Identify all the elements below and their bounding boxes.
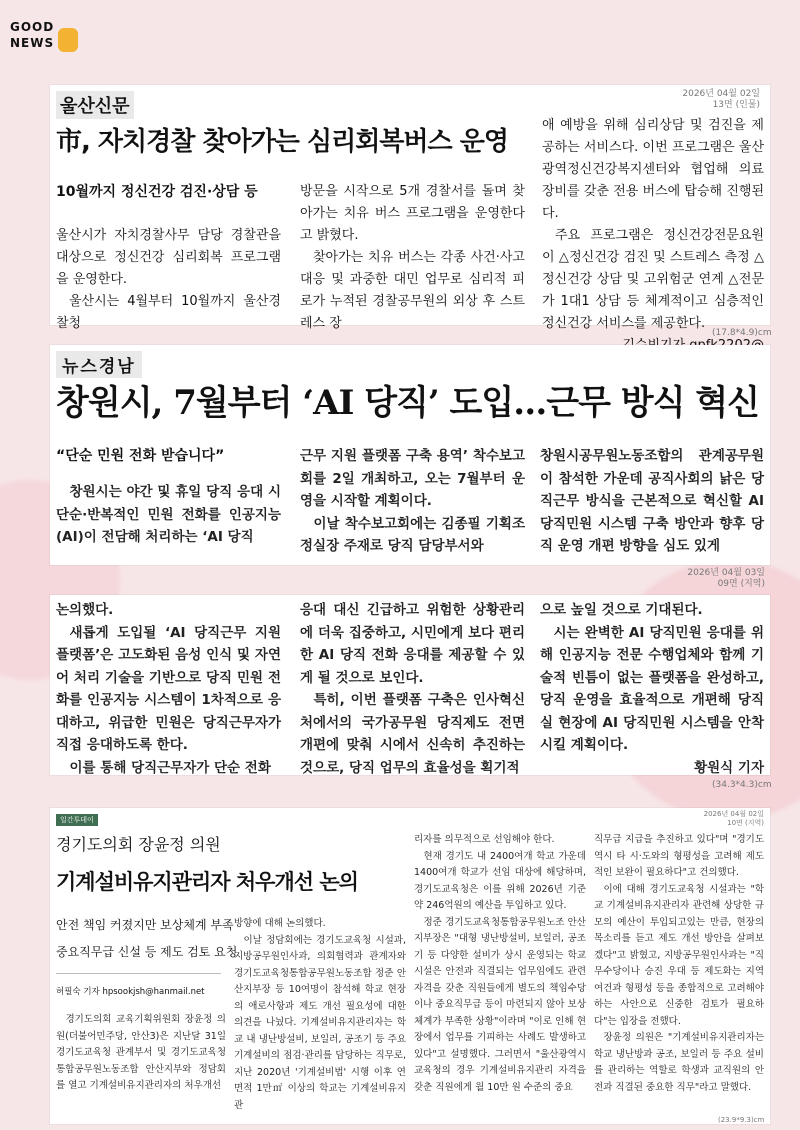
article-reporter: 허필숙 기자 hpsookjsh@hanmail.net xyxy=(56,987,205,997)
paragraph: 주요 프로그램은 정신건강전문요원이 △정신건강 검진 및 스트레스 측정 △정신건강 상담 및 고위험군 연계 △전문가 1대1 상담 등 체계적이고 심층적인 정신건강 서비스를 제공한다. xyxy=(542,228,764,331)
paragraph: 방문을 시작으로 5개 경찰서를 돌며 찾아가는 치유 버스 프로그램을 운영한다고 밝혔다. xyxy=(300,184,525,243)
article-subheadline: “단순 민원 전화 받습니다” xyxy=(56,448,225,464)
article-page: 13면 (인물) xyxy=(712,100,760,110)
paragraph: 창원시공무원노동조합의 관계공무원이 참석한 가운데 공직사회의 낡은 당직근무 방식을 근본적으로 혁신할 AI 당직민원 시스템 구축 방안과 향후 당직 운영 개편 방향을 심도 있게 xyxy=(540,448,764,554)
article-page: 09면 (지역) xyxy=(717,579,765,589)
newspaper-name: 울산신문 xyxy=(56,91,134,119)
paragraph: 직무급 지급을 추진하고 있다"며 "경기도 역시 타 시·도와의 형평성을 고려해 제도적인 보완이 필요하다"고 건의했다. xyxy=(594,834,764,878)
paragraph: 응대 대신 긴급하고 위험한 상황관리에 더욱 집중하고, 시민에게 보다 편리한 AI 당직 전화 응대를 제공할 수 있게 될 것으로 보인다. xyxy=(300,602,525,686)
article-column-3 xyxy=(414,832,586,1096)
paragraph: 방향에 대해 논의했다. xyxy=(234,918,326,929)
paragraph: 애 예방을 위해 심리상담 및 검진을 제공하는 서비스다. 이번 프로그램은 울산광역정신건강복지센터와 협업해 의료 장비를 갖춘 전용 버스에 탑승해 진행된다. xyxy=(542,118,764,221)
newspaper-tag: 일간투데이 xyxy=(56,814,98,826)
article-column-4 xyxy=(594,832,764,1096)
paragraph: 경기도의회 교육기획위원회 장윤정 의원(더불어민주당, 안산3)은 지난달 31일 경기도교육청 관계부서 및 경기도교육청통합공무원노동조합 안산지부와 정담회를 열고 기계설비유지관리자의 처우개선 xyxy=(56,1014,226,1091)
article-headline: 창원시, 7월부터 ‘AI 당직’ 도입…근무 방식 혁신 xyxy=(56,383,759,423)
article-meta xyxy=(650,568,765,590)
article-clipping-ulsan xyxy=(50,85,770,331)
article-clipping-ilgan xyxy=(50,808,770,1124)
paragraph: 시는 완벽한 AI 당직민원 응대를 위해 인공지능 전문 수행업체와 함께 기술적 빈틈이 없는 플랫폼을 완성하고, 당직 운영을 효율적으로 개편해 당직실 현장에 AI 당직민원 시스템을 안착시킬 계획이다. xyxy=(540,624,764,753)
paragraph: 울산시는 4월부터 10월까지 울산경찰청 xyxy=(56,294,281,331)
logo-line1: GOOD xyxy=(10,20,55,34)
paragraph: 리자를 의무적으로 선임해야 한다. xyxy=(414,834,555,845)
paragraph: 근무 지원 플랫폼 구축 용역’ 착수보고회를 2일 개최하고, 오는 7월부터 운영을 시작할 계획이다. xyxy=(300,448,525,509)
article-subheadline-2: 중요직무급 신설 등 제도 검토 요청 xyxy=(56,945,238,959)
article-column-1 xyxy=(56,481,281,549)
article-column-3 xyxy=(540,599,764,779)
article-byline: 황원식 기자 xyxy=(694,759,764,776)
article-date: 2026년 04월 03일 xyxy=(687,568,765,578)
paragraph: 새롭게 도입될 ‘AI 당직근무 지원 플랫폼’은 고도화된 음성 인식 및 자연어 처리 기술을 기반으로 당직 민원 전화를 인공지능 시스템이 1차적으로 응대하고, 위급한 민원은 당직근무자가 직접 응대하도록 한다. xyxy=(56,624,281,753)
paragraph: 논의했다. xyxy=(56,602,114,618)
paragraph: 특히, 이번 플랫폼 구축은 인사혁신처에서의 국가공무원 당직제도 전면 개편에 맞춰 시에서 신속히 추진하는 것으로, 당직 업무의 효율성을 획기적 xyxy=(300,692,525,776)
article-headline: 市, 자치경찰 찾아가는 심리회복버스 운영 xyxy=(56,127,508,157)
article-date: 2026년 04월 02일 xyxy=(703,810,764,818)
logo-line2: NEWS xyxy=(10,36,55,50)
clipping-size: (23.9*9.3)cm xyxy=(718,1116,765,1124)
good-news-logo xyxy=(10,18,80,58)
article-kicker: 경기도의회 장윤정 의원 xyxy=(56,835,221,854)
article-column-2 xyxy=(300,445,525,558)
article-subheadline: 10월까지 정신건강 검진·상담 등 xyxy=(56,184,258,200)
article-column-3 xyxy=(540,445,764,558)
article-column-1 xyxy=(56,225,281,335)
article-date: 2026년 04월 02일 xyxy=(682,89,760,99)
paragraph: 이를 통해 당직근무자가 단순 전화 xyxy=(69,759,271,776)
paragraph: 찾아가는 치유 버스는 각종 사건·사고 대응 및 과중한 대민 업무로 심리적 피로가 누적된 경찰공무원의 외상 후 스트레스 장 xyxy=(300,250,525,331)
article-page: 10면 (지역) xyxy=(727,819,764,827)
article-column-2 xyxy=(300,599,525,779)
paragraph: 이날 착수보고회에는 김종필 기획조정실장 주재로 당직 담당부서와 xyxy=(300,515,525,554)
article-clipping-newsgn-continued xyxy=(50,595,770,775)
article-column-3 xyxy=(542,115,764,357)
article-clipping-newsgn xyxy=(50,345,770,565)
paragraph: 장윤정 의원은 "기계설비유지관리자는 학교 냉난방과 공조, 보일러 등 주요 설비를 관리하는 역할로 학생과 교직원의 안전과 직결된 중요한 직무"라고 말했다. xyxy=(594,1032,764,1093)
paragraph: 으로 높일 것으로 기대된다. xyxy=(540,602,703,618)
newspaper-name: 뉴스경남 xyxy=(56,351,142,378)
article-meta xyxy=(682,89,760,111)
clipping-size: (34.3*4.3)cm xyxy=(712,780,772,790)
paragraph: 울산시가 자치경찰사무 담당 경찰관을 대상으로 정신건강 심리회복 프로그램을 운영한다. xyxy=(56,228,281,287)
paragraph: 이날 정담회에는 경기도교육청 시설과, 지방공무원인사과, 의회협력과 관계자와 경기도교육청통합공무원노동조합 정준 안산지부장 등 10여명이 참석해 학교 현장의 애로사항과 제도 개선 필요성에 대한 의견을 나눴다. 기계설비유지관리자는 학교 내 냉난방설비, 보일러, 공조기 등 주요 기계설비의 점검·관리를 담당하는 직무로, 지난 2020년 '기계설비법' 시행 이후 연면적 1만㎡ 이상의 학교는 기계설비유지관 xyxy=(234,934,406,1111)
article-column-2 xyxy=(234,916,406,1114)
article-column-1 xyxy=(56,599,281,779)
article-subheadline-1: 안전 책임 커졌지만 보상체계 부족 xyxy=(56,918,234,932)
paragraph: 창원시는 야간 및 휴일 당직 응대 시 단순·반복적인 민원 전화를 인공지능(AI)이 전담해 처리하는 ‘AI 당직 xyxy=(56,484,281,545)
article-column-2 xyxy=(300,181,525,335)
paragraph: 현재 경기도 내 2400여개 학교 가운데 1400여개 학교가 선임 대상에 해당하며, 경기도교육청은 이를 위해 2026년 기준 약 246억원의 예산을 투입하고 있다. xyxy=(414,850,586,911)
smiley-icon xyxy=(58,28,78,52)
article-column-1 xyxy=(56,1012,226,1095)
article-headline: 기계설비유지관리자 처우개선 논의 xyxy=(56,870,358,894)
clipping-size: (17.8*4.9)cm xyxy=(712,328,772,338)
paragraph: 정준 경기도교육청통합공무원노조 안산지부장은 "대형 냉난방설비, 보일러, 공조기 등 다양한 설비가 상시 운영되는 학교 시설은 안전과 직결되는 업무임에도 관련 자격을 갖춘 직원들에게 별도의 책임수당이나 중요직무급 등이 마련되지 않아 보상체계가 부족한 상황"이라며 "이로 인해 현장에서 업무를 기피하는 사례도 발생하고 있다"고 설명했다. 그러면서 "울산광역시교육청의 경우 기계설비유지관리 자격을 갖춘 직원에게 월 10만 원 수준의 중요 xyxy=(414,916,586,1093)
article-meta xyxy=(704,810,764,828)
paragraph: 이에 대해 경기도교육청 시설과는 "학교 기계설비유지관리자 관련해 상당한 규모의 예산이 투입되고있는 만큼, 현장의 목소리를 듣고 제도 개선 방안을 살펴보겠다"고 밝혔고, 지방공무원인사과는 "직무수당이나 승진 우대 등 제도화는 지역 여건과 형평성 등을 종합적으로 고려해야 하는 사안으로 신중한 검토가 필요하다"는 입장을 전했다. xyxy=(594,883,764,1027)
